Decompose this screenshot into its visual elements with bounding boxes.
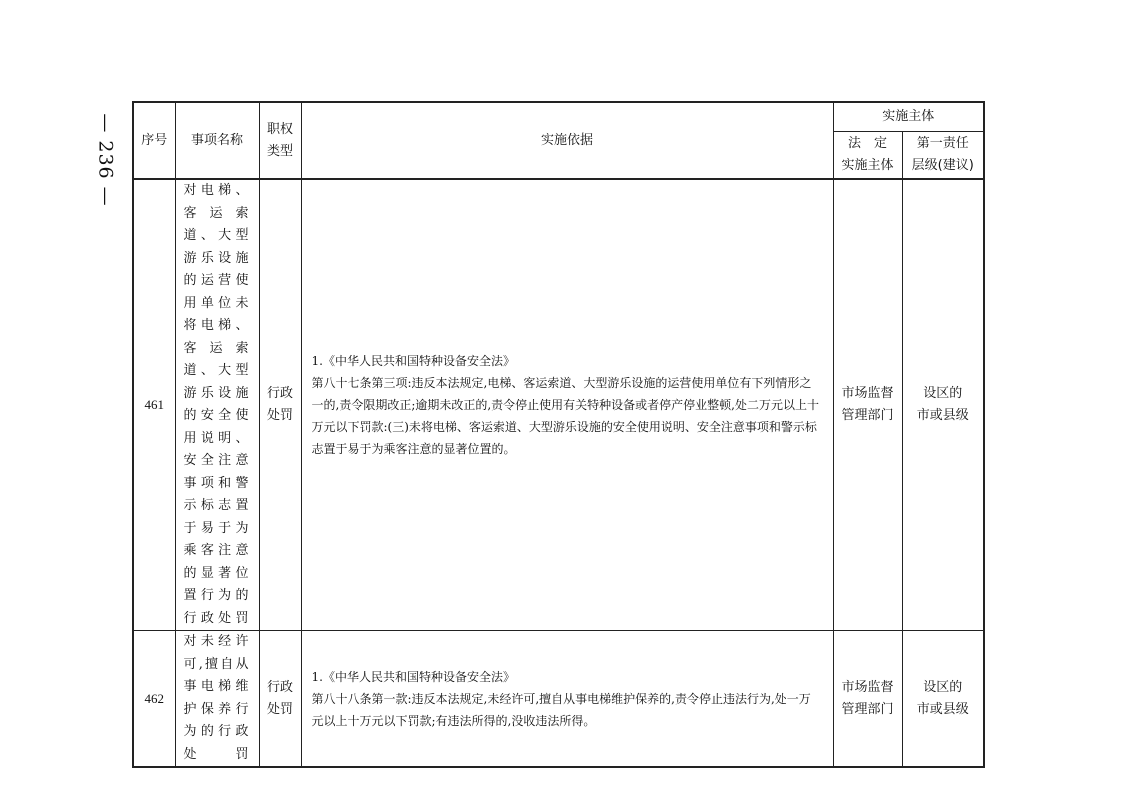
header-legal-subject xyxy=(833,131,902,179)
row-legal-subject-line2: 管理部门 xyxy=(841,701,894,717)
header-legal-subject-line2: 实施主体 xyxy=(841,157,894,173)
header-type xyxy=(259,102,301,179)
header-first-responsibility-line1: 第一责任 xyxy=(916,135,969,151)
row-legal-basis xyxy=(301,631,833,768)
header-type-line1: 职权 xyxy=(266,121,293,137)
row-item-name: 对电梯、客运索道、大型游乐设施的运营使用单位未将电梯、客运索道、大型游乐设施的安全使用说明、安全注意事项和警示标志置于易于为乘客注意的显著位置行为的行政处罚 xyxy=(175,179,259,631)
row-first-level-line1: 设区的 xyxy=(923,386,963,401)
header-seq: 序号 xyxy=(133,102,175,179)
table-header xyxy=(133,102,984,179)
row-first-level-line1: 设区的 xyxy=(923,679,963,695)
row-authority-type-line1: 行政 xyxy=(266,386,293,401)
header-first-responsibility-line2: 层级(建议) xyxy=(911,157,974,173)
header-legal-subject-line1: 法 定 xyxy=(847,135,887,151)
header-subject-group: 实施主体 xyxy=(833,102,984,131)
header-type-line2: 类型 xyxy=(266,143,293,159)
row-first-level-line2: 市或县级 xyxy=(916,408,969,423)
header-name: 事项名称 xyxy=(175,102,259,179)
header-first-responsibility xyxy=(902,131,984,179)
row-legal-subject-line1: 市场监督 xyxy=(841,679,894,695)
row-legal-basis xyxy=(301,179,833,631)
row-legal-subject-line1: 市场监督 xyxy=(841,386,894,401)
page-number-text: — 236 — xyxy=(95,113,118,207)
row-first-level-line2: 市或县级 xyxy=(916,701,969,717)
row-legal-subject xyxy=(833,179,902,631)
table-row xyxy=(133,179,984,631)
row-seq: 461 xyxy=(133,179,175,631)
row-authority-type-line2: 处罚 xyxy=(266,408,293,423)
row-authority-type xyxy=(259,631,301,768)
row-basis-article: 第八十七条第三项:违反本法规定,电梯、客运索道、大型游乐设施的运营使用单位有下列情形之一的,责令限期改正;逾期未改正的,责令停止使用有关特种设备或者停产停业整顿,处二万元以上十万元以下罚款:(三)未将电梯、客运索道、大型游乐设施的安全使用说明、安全注意事项和警示标志置于易于为乘客注意的显著位置的。 xyxy=(311,376,819,456)
row-basis-article: 第八十八条第一款:违反本法规定,未经许可,擅自从事电梯维护保养的,责令停止违法行为,处一万元以上十万元以下罚款;有违法所得的,没收违法所得。 xyxy=(311,691,811,728)
row-first-level xyxy=(902,631,984,768)
row-basis-law-title: 1.《中华人民共和国特种设备安全法》 xyxy=(311,669,515,684)
page-number xyxy=(76,110,136,210)
row-authority-type xyxy=(259,179,301,631)
row-legal-subject xyxy=(833,631,902,768)
row-first-level xyxy=(902,179,984,631)
enforcement-items-table xyxy=(132,101,985,768)
table-row xyxy=(133,631,984,768)
row-seq: 462 xyxy=(133,631,175,768)
row-legal-subject-line2: 管理部门 xyxy=(841,408,894,423)
header-basis: 实施依据 xyxy=(301,102,833,179)
row-item-name: 对未经许可,擅自从事电梯维护保养行为的行政处罚 xyxy=(175,631,259,768)
row-basis-law-title: 1.《中华人民共和国特种设备安全法》 xyxy=(311,354,515,368)
row-authority-type-line1: 行政 xyxy=(266,679,293,695)
row-authority-type-line2: 处罚 xyxy=(266,701,293,717)
